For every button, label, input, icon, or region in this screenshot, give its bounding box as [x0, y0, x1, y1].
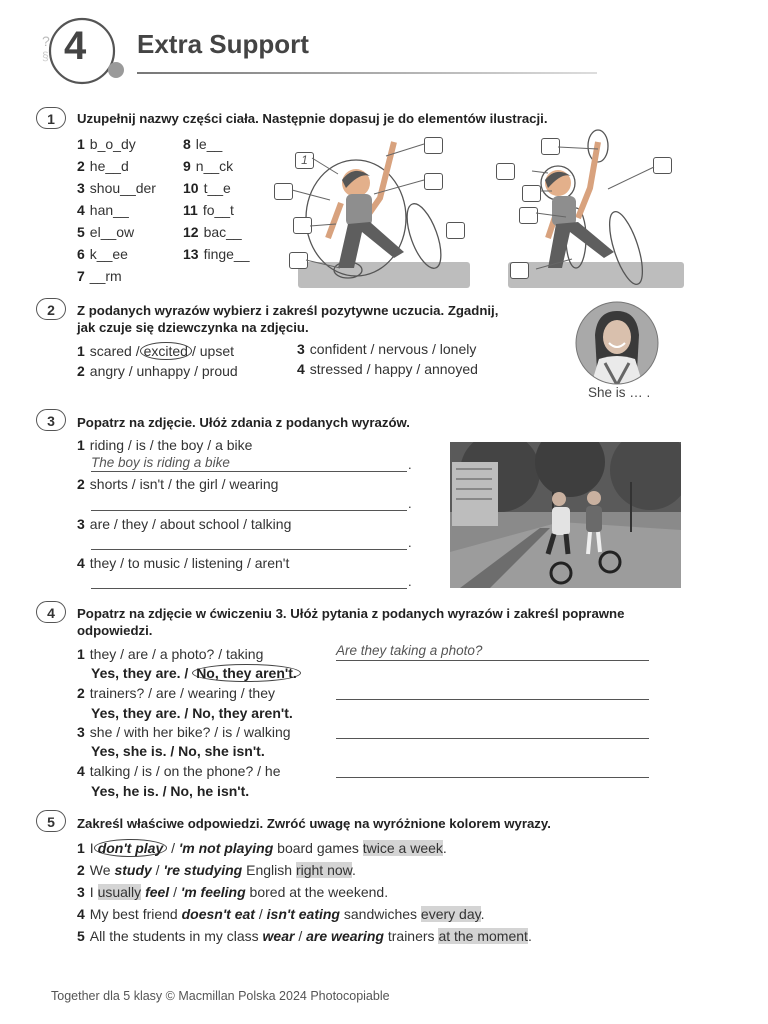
- connector-lines: [512, 145, 662, 275]
- line-period: .: [408, 574, 412, 589]
- list-item: 12 bac__: [183, 224, 242, 240]
- list-item: 1 riding / is / the boy / a bike: [77, 437, 253, 453]
- title-underline: [137, 72, 597, 74]
- list-item: 2 angry / unhappy / proud: [77, 363, 238, 379]
- list-item: 4 han__: [77, 202, 129, 218]
- list-item: 1 scared / excited / upset: [77, 343, 234, 359]
- answer-line[interactable]: [336, 777, 649, 778]
- list-item: 4 stressed / happy / annoyed: [297, 361, 478, 377]
- exercise-2-instruction-line1: Z podanych wyrazów wybierz i zakreśl pozytywne uczucia. Zgadnij,: [77, 303, 499, 318]
- list-item: 5 All the students in my class wear / are wearing trainers at the moment.: [77, 928, 532, 944]
- svg-text:§: §: [42, 49, 49, 63]
- line-period: .: [408, 535, 412, 550]
- list-item: 2 trainers? / are / wearing / they: [77, 685, 275, 701]
- list-item: 1 b_o_dy: [77, 136, 136, 152]
- photo-caption: She is … .: [588, 385, 651, 400]
- footer-copyright: Together dla 5 klasy © Macmillan Polska 2024 Photocopiable: [51, 989, 390, 1003]
- svg-text:?: ?: [42, 33, 50, 49]
- answer-line[interactable]: [91, 510, 407, 511]
- exercise-2-instruction-line2: jak czuje się dziewczynka na zdjęciu.: [77, 320, 309, 335]
- question-answer: Are they taking a photo?: [336, 643, 483, 658]
- unit-number: 4: [64, 24, 87, 68]
- list-item: 4 they / to music / listening / aren't: [77, 555, 290, 571]
- list-item: 11 fo__t: [183, 202, 234, 218]
- list-item: 8 le__: [183, 136, 223, 152]
- exercise-1-instruction: Uzupełnij nazwy części ciała. Następnie dopasuj je do elementów ilustracji.: [77, 111, 548, 126]
- exercise-3-instruction: Popatrz na zdjęcie. Ułóż zdania z podanych wyrazów.: [77, 415, 410, 430]
- exercise-4-instruction-line2: odpowiedzi.: [77, 623, 153, 638]
- answer-options: Yes, they are. / No, they aren't.: [91, 705, 293, 721]
- list-item: 3 I usually feel / 'm feeling bored at the weekend.: [77, 884, 389, 900]
- page-title: Extra Support: [137, 29, 309, 59]
- answer-options: Yes, they are. / No, they aren't.: [91, 665, 301, 681]
- line-period: .: [408, 457, 412, 472]
- list-item: 2 he__d: [77, 158, 129, 174]
- exercise-3-number: 3: [36, 409, 66, 431]
- answer-options: Yes, she is. / No, she isn't.: [91, 743, 265, 759]
- circled-answer: No, they aren't.: [192, 664, 301, 682]
- exercise-1-number: 1: [36, 107, 66, 129]
- list-item: 10 t__e: [183, 180, 231, 196]
- list-item: 13 finge__: [183, 246, 250, 262]
- answer-line[interactable]: [336, 660, 649, 661]
- exercise-4-number: 4: [36, 601, 66, 623]
- answer-line[interactable]: [336, 738, 649, 739]
- answer-options: Yes, he is. / No, he isn't.: [91, 783, 250, 799]
- exercise-5-instruction: Zakreśl właściwe odpowiedzi. Zwróć uwagę na wyróżnione kolorem wyrazy.: [77, 816, 551, 831]
- list-item: 3 are / they / about school / talking: [77, 516, 292, 532]
- list-item: 1 they / are / a photo? / taking: [77, 646, 264, 662]
- exercise-5-number: 5: [36, 810, 66, 832]
- list-item: 1 I don't play / 'm not playing board games twice a week.: [77, 840, 447, 856]
- answer-line[interactable]: [336, 699, 649, 700]
- connector-lines: [278, 140, 428, 290]
- list-item: 9 n__ck: [183, 158, 234, 174]
- list-item: 4 talking / is / on the phone? / he: [77, 763, 281, 779]
- list-item: 7 __rm: [77, 268, 122, 284]
- answer-box[interactable]: [446, 222, 465, 239]
- list-item: 3 she / with her bike? / is / walking: [77, 724, 291, 740]
- list-item: 2 We study / 're studying English right now.: [77, 862, 356, 878]
- exercise-2-number: 2: [36, 298, 66, 320]
- exercise-4-instruction-line1: Popatrz na zdjęcie w ćwiczeniu 3. Ułóż pytania z podanych wyrazów i zakreśl poprawne: [77, 606, 625, 621]
- answer-line[interactable]: [91, 549, 407, 550]
- cyclists-photo: [450, 442, 681, 588]
- line-period: .: [408, 496, 412, 511]
- circled-answer: excited: [140, 342, 192, 360]
- list-item: 3 shou__der: [77, 180, 156, 196]
- circled-answer: don't play: [94, 839, 168, 857]
- list-item: 4 My best friend doesn't eat / isn't eating sandwiches every day.: [77, 906, 485, 922]
- girl-photo: [575, 301, 659, 385]
- list-item: 6 k__ee: [77, 246, 128, 262]
- list-item: 3 confident / nervous / lonely: [297, 341, 477, 357]
- list-item: 2 shorts / isn't / the girl / wearing: [77, 476, 279, 492]
- example-answer-box: 1: [295, 152, 314, 169]
- answer-line[interactable]: [91, 588, 407, 589]
- answer-line[interactable]: [91, 471, 407, 472]
- sentence-answer: The boy is riding a bike: [91, 455, 230, 470]
- list-item: 5 el__ow: [77, 224, 135, 240]
